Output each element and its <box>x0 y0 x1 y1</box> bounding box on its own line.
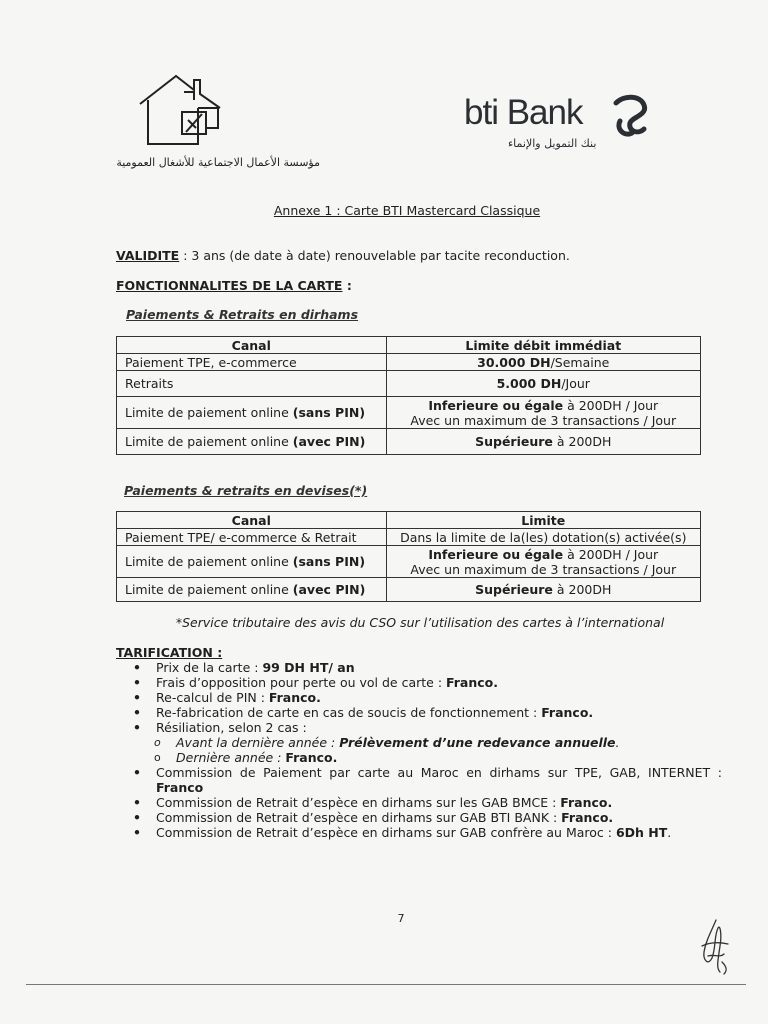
limit-bold: 5.000 DH <box>496 376 562 391</box>
canal-text: Limite de paiement online <box>125 434 293 449</box>
limit-cell <box>386 429 700 455</box>
table-header-row <box>117 512 701 529</box>
canal-text: Limite de paiement online <box>125 405 293 420</box>
fonctionnalites-label: FONCTIONNALITES DE LA CARTE <box>116 278 343 293</box>
column-header: Canal <box>117 512 387 529</box>
limit-cell <box>386 354 700 371</box>
service-note: *Service tributaire des avis du CSO sur l’utilisation des cartes à l’international <box>175 615 665 630</box>
item-bold: Franco. <box>541 705 594 720</box>
item-bold: 99 DH HT/ an <box>262 660 355 675</box>
canal-bold: (avec PIN) <box>292 434 366 449</box>
item-text: Commission de Retrait d’espèce en dirhams sur GAB confrère au Maroc : <box>156 825 616 840</box>
org-name-arabic: مؤسسة الأعمال الاجتماعية للأشغال العمومية <box>116 156 320 169</box>
limit-bold: Supérieure <box>475 582 553 597</box>
bank-swirl-icon <box>610 93 652 139</box>
table1-subtitle: Paiements & Retraits en dirhams <box>126 307 359 322</box>
validite-sep: : <box>179 248 192 263</box>
limit-cell <box>386 371 700 397</box>
item-text: Résiliation, selon 2 cas : <box>156 720 307 735</box>
page-number: 7 <box>397 912 405 925</box>
list-item <box>132 705 722 720</box>
table-header-row <box>117 337 701 354</box>
limit-bold: 30.000 DH <box>477 354 551 370</box>
signature-icon <box>694 916 738 976</box>
fonctionnalites-heading <box>116 278 352 293</box>
list-item <box>132 810 722 825</box>
fonctionnalites-sep: : <box>342 278 352 293</box>
column-header: Limite <box>386 512 700 529</box>
limit-rest: /Semaine <box>550 354 610 370</box>
limit-cell <box>386 546 700 578</box>
resiliation-options <box>132 735 722 765</box>
bank-name: bti Bank <box>464 93 583 132</box>
table-row <box>117 546 701 578</box>
validite-text: 3 ans (de date à date) renouvelable par tacite reconduction. <box>191 248 570 263</box>
item-text: Re-fabrication de carte en cas de soucis de fonctionnement : <box>156 705 542 720</box>
limit-bold: Inferieure ou égale <box>428 397 564 413</box>
tarification-list <box>132 660 722 840</box>
limit-rest: à 200DH <box>552 582 612 597</box>
list-item <box>132 825 722 840</box>
column-header: Limite débit immédiat <box>386 337 700 354</box>
bank-logo <box>460 93 660 163</box>
limit-rest: à 200DH / Jour <box>563 397 659 413</box>
sub-item-text: Avant la dernière année : <box>176 735 340 750</box>
annex-title: Annexe 1 : Carte BTI Mastercard Classique <box>273 203 541 218</box>
list-item <box>132 720 722 765</box>
canal-cell <box>117 546 387 578</box>
limit-cell <box>386 578 700 602</box>
page-edge-line <box>26 984 746 985</box>
canal-cell <box>117 578 387 602</box>
table-dirhams <box>116 336 701 455</box>
limit-line2: Avec un maximum de 3 transactions / Jour <box>410 412 677 428</box>
table-row <box>117 397 701 429</box>
bank-tagline-arabic: بنك التمويل والإنماء <box>508 137 597 150</box>
canal-cell <box>117 429 387 455</box>
canal-bold: (avec PIN) <box>292 582 366 597</box>
table-row <box>117 529 701 546</box>
validite-label: VALIDITE <box>116 248 180 263</box>
item-bold: Franco. <box>560 795 613 810</box>
canal-text: Limite de paiement online <box>125 554 293 569</box>
item-bold: Franco <box>156 780 204 795</box>
item-text: • Commission de Paiement par carte au Maroc en dirhams sur TPE, GAB, INTERNET : <box>156 765 722 780</box>
sub-list-item <box>132 750 722 765</box>
org-logo <box>116 72 320 182</box>
canal-bold: (sans PIN) <box>292 405 366 420</box>
list-item <box>132 795 722 810</box>
sub-item-post: . <box>615 735 620 750</box>
canal-cell <box>117 397 387 429</box>
list-item <box>132 765 722 795</box>
limit-rest: à 200DH <box>552 434 612 449</box>
canal-cell: Paiement TPE/ e-commerce & Retrait <box>117 529 387 546</box>
canal-bold: (sans PIN) <box>292 554 366 569</box>
canal-text: Limite de paiement online <box>125 582 293 597</box>
table-devises <box>116 511 701 602</box>
sub-item-bold: Prélèvement d’une redevance annuelle <box>339 735 616 750</box>
item-text: Commission de Retrait d’espèce en dirhams sur les GAB BMCE : <box>156 795 561 810</box>
list-item <box>132 690 722 705</box>
limit-bold: Supérieure <box>475 434 553 449</box>
limit-cell: Dans la limite de la(les) dotation(s) activée(s) <box>386 529 700 546</box>
canal-cell: Retraits <box>117 371 387 397</box>
sub-item-bold: Franco. <box>285 750 338 765</box>
list-item <box>132 675 722 690</box>
table-row <box>117 354 701 371</box>
table-row <box>117 429 701 455</box>
item-bold: Franco. <box>561 810 614 825</box>
limit-cell <box>386 397 700 429</box>
validite-line <box>116 248 570 263</box>
limit-rest: à 200DH / Jour <box>563 546 659 562</box>
limit-line2: Avec un maximum de 3 transactions / Jour <box>410 561 677 577</box>
item-bold: Franco. <box>446 675 498 690</box>
limit-bold: Inferieure ou égale <box>428 546 564 562</box>
table2-subtitle: Paiements & retraits en devises(*) <box>124 483 368 498</box>
item-text: Frais d’opposition pour perte ou vol de carte : <box>156 675 447 690</box>
list-item <box>132 660 722 675</box>
house-logo-icon <box>136 72 226 152</box>
item-text: Prix de la carte : <box>156 660 263 675</box>
limit-rest: /Jour <box>561 376 590 391</box>
item-post: . <box>667 825 672 840</box>
canal-cell: Paiement TPE, e-commerce <box>117 354 387 371</box>
sub-item-text: Dernière année : <box>176 750 286 765</box>
item-text: Commission de Retrait d’espèce en dirhams sur GAB BTI BANK : <box>156 810 562 825</box>
column-header: Canal <box>117 337 387 354</box>
sub-list-item <box>132 735 722 750</box>
item-bold: Franco. <box>268 690 321 705</box>
tarification-heading: TARIFICATION : <box>116 645 223 660</box>
table-row <box>117 578 701 602</box>
table-row <box>117 371 701 397</box>
item-text: Re-calcul de PIN : <box>156 690 269 705</box>
item-bold: 6Dh HT <box>615 825 668 840</box>
